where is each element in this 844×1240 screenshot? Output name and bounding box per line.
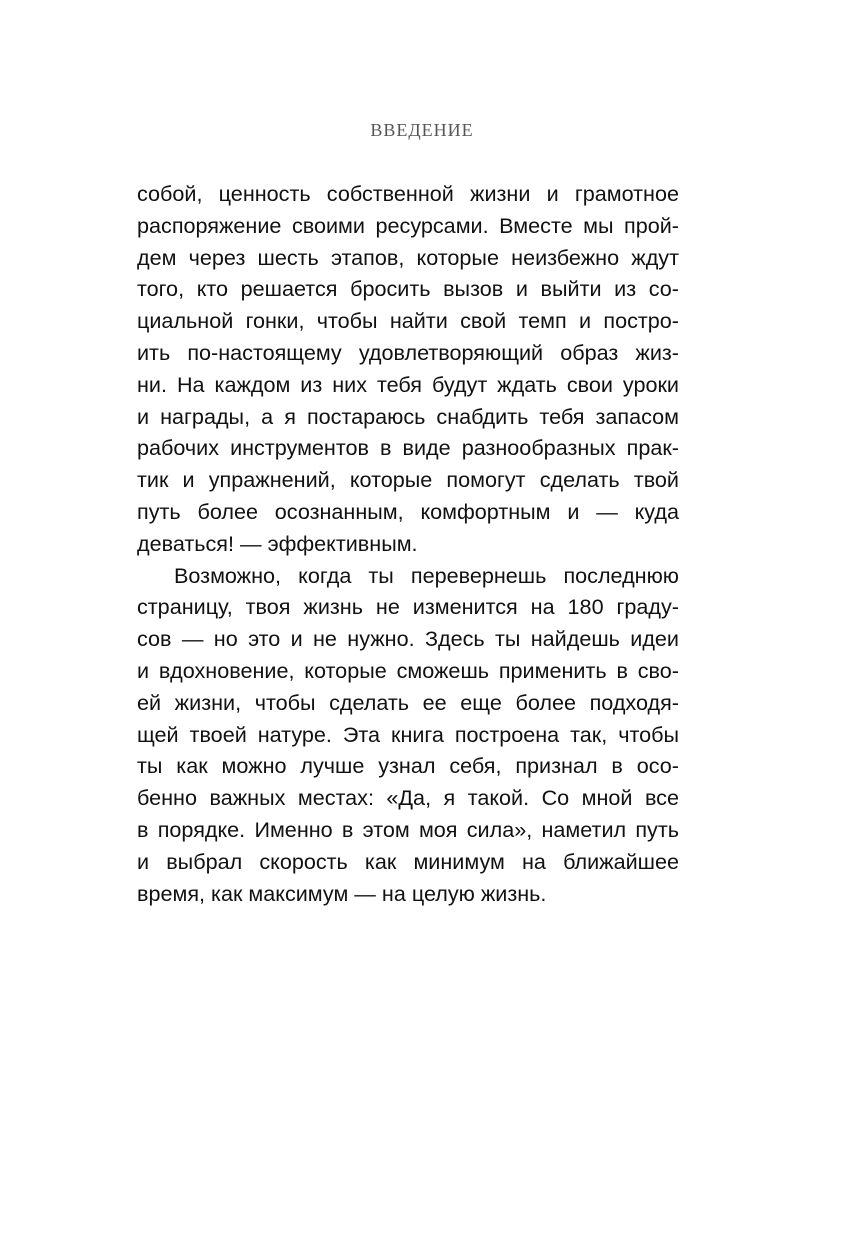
text-line: время, как максимум — на целую жизнь. bbox=[137, 880, 547, 906]
paragraph-2 bbox=[137, 560, 679, 910]
text-line: того, кто решается бросить вызов и выйти из со- bbox=[137, 276, 679, 302]
text-line: щей твоей натуре. Эта книга построена так, чтобы bbox=[137, 721, 679, 747]
text-line: путь более осознанным, комфортным и — куда bbox=[137, 498, 679, 524]
text-line: ей жизни, чтобы сделать ее еще более подходя- bbox=[137, 689, 679, 715]
text-line: распоряжение своими ресурсами. Вместе мы прой- bbox=[137, 212, 679, 238]
text-line: ты как можно лучше узнал себя, признал в осо- bbox=[137, 753, 679, 779]
text-line: бенно важных местах: «Да, я такой. Со мной все bbox=[137, 785, 679, 811]
text-line: собой, ценность собственной жизни и грамотное bbox=[137, 181, 679, 206]
text-line: деваться! — эффективным. bbox=[137, 530, 418, 556]
body-text bbox=[137, 178, 679, 909]
text-line: и вдохновение, которые сможешь применить в сво- bbox=[137, 657, 679, 683]
paragraph-1 bbox=[137, 178, 679, 560]
text-line: дем через шесть этапов, которые неизбежно ждут bbox=[137, 244, 679, 270]
text-line: в порядке. Именно в этом моя сила», наметил путь bbox=[137, 816, 679, 842]
text-line: и награды, а я постараюсь снабдить тебя запасом bbox=[137, 403, 679, 429]
text-line: страницу, твоя жизнь не изменится на 180 граду- bbox=[137, 594, 679, 620]
text-line: и выбрал скорость как минимум на ближайшее bbox=[137, 848, 679, 874]
text-line: Возможно, когда ты перевернешь последнюю bbox=[174, 562, 679, 588]
text-line: сов — но это и не нужно. Здесь ты найдешь идеи bbox=[137, 626, 679, 652]
text-line: циальной гонки, чтобы найти свой темп и постро- bbox=[137, 308, 679, 334]
text-line: ни. На каждом из них тебя будут ждать свои уроки bbox=[137, 371, 679, 397]
text-line: ить по-настоящему удовлетворяющий образ жиз- bbox=[137, 339, 679, 365]
text-line: рабочих инструментов в виде разнообразных прак- bbox=[137, 435, 679, 461]
text-line: тик и упражнений, которые помогут сделать твой bbox=[137, 467, 679, 493]
running-head: ВВЕДЕНИЕ bbox=[370, 120, 474, 140]
